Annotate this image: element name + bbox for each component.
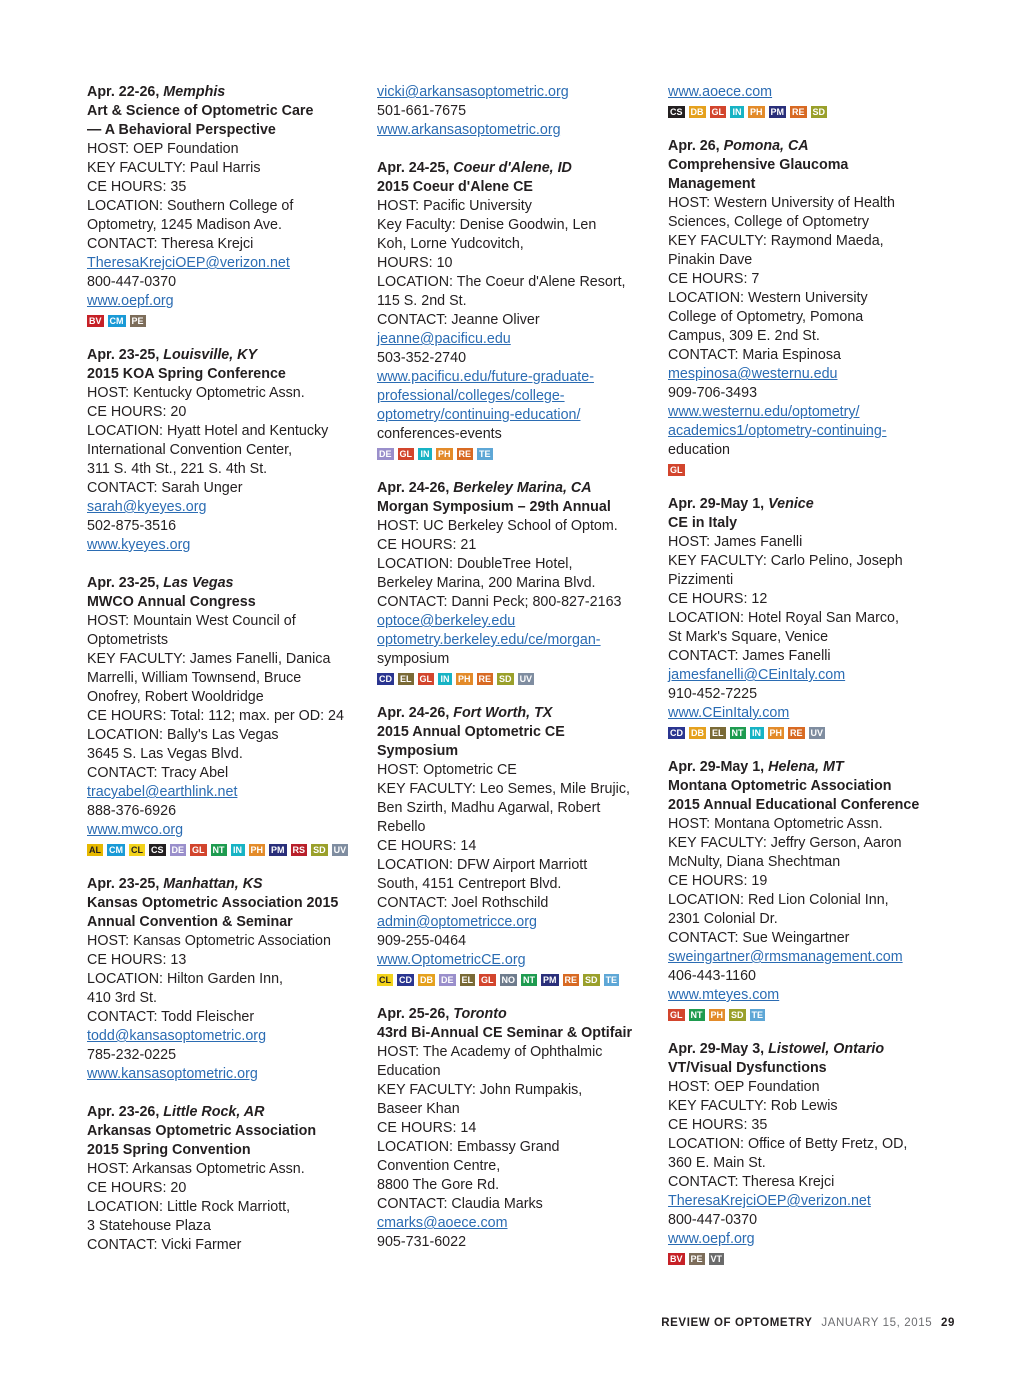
event-detail: Pizzimenti (668, 572, 734, 588)
category-tag-cl: CL (131, 845, 143, 855)
event-detail: International Convention Center, (87, 442, 293, 458)
event-detail: CONTACT: Jeanne Oliver (377, 312, 540, 328)
category-tag-re: RE (564, 975, 578, 985)
event-detail: CONTACT: Danni Peck; 800-827-2163 (377, 594, 622, 610)
category-tag-sd: SD (812, 107, 826, 117)
category-tag-pm: PM (543, 975, 557, 985)
event-detail: CE HOURS: 12 (668, 591, 768, 607)
category-tags (668, 106, 943, 118)
category-tag-al: AL (89, 845, 101, 855)
event-city: Coeur d'Alene, ID (453, 160, 572, 176)
event-detail: 311 S. 4th St., 221 S. 4th St. (87, 461, 268, 477)
event-title: Comprehensive Glaucoma (668, 157, 849, 173)
category-tag-nt: NT (212, 845, 225, 855)
event-detail: CE HOURS: 20 (87, 1180, 187, 1196)
contact-link[interactable]: www.oepf.org (668, 1231, 755, 1247)
category-tag-sd: SD (585, 975, 598, 985)
event-detail: HOST: OEP Foundation (668, 1079, 820, 1095)
issue-date: JANUARY 15, 2015 (821, 1317, 933, 1329)
category-tag-db: DB (420, 975, 433, 985)
contact-link[interactable]: TheresaKrejciOEP@verizon.net (668, 1193, 871, 1209)
event-listing (87, 875, 367, 1084)
event-listing (668, 1040, 948, 1265)
category-tag-db: DB (691, 728, 704, 738)
category-tag-te: TE (605, 975, 618, 985)
event-listing (377, 83, 652, 140)
event-date: Apr. 23-25, (87, 876, 164, 892)
contact-phone: 905-731-6022 (377, 1234, 467, 1250)
event-detail: CE HOURS: 20 (87, 404, 187, 420)
contact-link[interactable]: www.oepf.org (87, 293, 174, 309)
category-tag-gl: GL (399, 449, 413, 459)
contact-phone: 406-443-1160 (668, 968, 756, 984)
event-detail: KEY FACULTY: Rob Lewis (668, 1098, 838, 1114)
event-detail: CE HOURS: 35 (668, 1117, 768, 1133)
category-tags (668, 464, 943, 476)
event-city: Little Rock, AR (163, 1104, 265, 1120)
event-detail: CONTACT: Vicki Farmer (87, 1237, 242, 1253)
contact-link[interactable]: sarah@kyeyes.org (87, 499, 207, 515)
category-tags (668, 1009, 943, 1021)
category-tag-in: IN (418, 448, 432, 460)
event-date-location (668, 495, 948, 514)
event-listing (377, 1005, 652, 1252)
event-city: Las Vegas (163, 575, 234, 591)
event-detail: KEY FACULTY: James Fanelli, Danica (87, 651, 331, 667)
event-listing (377, 704, 652, 986)
listing-column-2 (377, 83, 652, 1271)
category-tag-nt: NT (731, 728, 744, 738)
category-tag-ph: PH (750, 107, 763, 117)
event-listing (668, 137, 948, 476)
event-title: Kansas Optometric Association 2015 (87, 895, 339, 911)
event-detail: CONTACT: Claudia Marks (377, 1196, 543, 1212)
event-date-location (668, 1040, 948, 1059)
category-tag-bv: BV (670, 1254, 683, 1264)
event-detail: St Mark's Square, Venice (668, 629, 829, 645)
category-tag-gl: GL (670, 1010, 683, 1020)
event-detail: Onofrey, Robert Wooldridge (87, 689, 264, 705)
event-detail: KEY FACULTY: Carlo Pelino, Joseph (668, 553, 903, 569)
event-detail: Pinakin Dave (668, 252, 753, 268)
event-detail: KEY FACULTY: Paul Harris (87, 160, 261, 176)
event-detail: LOCATION: Red Lion Colonial Inn, (668, 892, 889, 908)
category-tag-nt: NT (690, 1010, 703, 1020)
event-listing (668, 495, 948, 739)
contact-link[interactable]: academics1/optometry-continuing- (668, 423, 887, 439)
event-detail: LOCATION: Western University (668, 290, 868, 306)
event-city: Venice (768, 496, 814, 512)
event-detail: LOCATION: Bally's Las Vegas (87, 727, 279, 743)
category-tag-de: DE (379, 449, 392, 459)
contact-link[interactable]: www.kyeyes.org (87, 537, 191, 553)
category-tag-gl: GL (481, 975, 494, 985)
category-tag-re: RE (458, 449, 472, 459)
event-detail: Rebello (377, 819, 426, 835)
category-tag-no: NO (501, 975, 516, 985)
event-detail: Berkeley Marina, 200 Marina Blvd. (377, 575, 596, 591)
contact-phone: 800-447-0370 (87, 274, 177, 290)
contact-link[interactable]: vicki@arkansasoptometric.org (377, 84, 569, 100)
contact-link[interactable]: jamesfanelli@CEinItaly.com (668, 667, 846, 683)
category-tag-sd: SD (731, 1010, 744, 1020)
event-detail: 3 Statehouse Plaza (87, 1218, 211, 1234)
contact-phone: 910-452-7225 (668, 686, 758, 702)
event-title: Symposium (377, 743, 459, 759)
event-listing (377, 159, 652, 460)
category-tags (377, 448, 652, 460)
event-title: 2015 KOA Spring Conference (87, 366, 286, 382)
contact-link[interactable]: www.OptometricCE.org (377, 952, 526, 968)
event-detail: HOST: Montana Optometric Assn. (668, 816, 883, 832)
event-title: MWCO Annual Congress (87, 594, 256, 610)
event-detail: HOST: Western University of Health (668, 195, 895, 211)
contact-phone: 501-661-7675 (377, 103, 467, 119)
category-tag-re: RE (790, 728, 803, 738)
event-detail: CONTACT: Sue Weingartner (668, 930, 850, 946)
event-city: Manhattan, KS (163, 876, 263, 892)
contact-phone: education (668, 442, 731, 458)
event-date: Apr. 26, (668, 138, 724, 154)
category-tag-nt: NT (523, 975, 536, 985)
category-tags (87, 844, 362, 856)
category-tag-sd: SD (499, 674, 512, 684)
category-tag-gl: GL (670, 465, 683, 475)
event-detail: South, 4151 Centreport Blvd. (377, 876, 562, 892)
event-listing (87, 1103, 367, 1255)
category-tag-rs: RS (292, 845, 306, 855)
event-detail: CE HOURS: Total: 112; max. per OD: 24 (87, 708, 344, 724)
event-date: Apr. 22-26, (87, 84, 164, 100)
event-listing (668, 758, 948, 1021)
contact-link[interactable]: professional/colleges/college- (377, 388, 565, 404)
event-city: Listowel, Ontario (768, 1041, 885, 1057)
event-date: Apr. 23-25, (87, 347, 164, 363)
event-title: 2015 Spring Convention (87, 1142, 251, 1158)
event-detail: Campus, 309 E. 2nd St. (668, 328, 820, 344)
event-detail: KEY FACULTY: Jeffry Gerson, Aaron (668, 835, 902, 851)
category-tag-te: TE (479, 449, 491, 459)
event-detail: 115 S. 2nd St. (377, 293, 467, 309)
event-listing (87, 83, 367, 327)
category-tag-uv: UV (333, 845, 347, 855)
contact-phone: symposium (377, 651, 450, 667)
event-detail: CE HOURS: 7 (668, 271, 760, 287)
category-tags (668, 1253, 943, 1265)
event-detail: CE HOURS: 35 (87, 179, 187, 195)
event-date: Apr. 24-26, (377, 480, 454, 496)
category-tag-el: EL (461, 975, 474, 985)
contact-phone: 785-232-0225 (87, 1047, 177, 1063)
event-title: VT/Visual Dysfunctions (668, 1060, 827, 1076)
category-tag-in: IN (438, 673, 452, 685)
contact-link[interactable]: www.aoece.com (668, 84, 773, 100)
event-detail: 8800 The Gore Rd. (377, 1177, 500, 1193)
page-footer (661, 1317, 955, 1329)
event-detail: Sciences, College of Optometry (668, 214, 870, 230)
category-tag-re: RE (478, 674, 492, 684)
category-tag-de: DE (171, 845, 185, 855)
category-tag-uv: UV (810, 728, 824, 738)
event-detail: LOCATION: Embassy Grand (377, 1139, 560, 1155)
event-date-location (87, 1103, 367, 1122)
event-detail: 410 3rd St. (87, 990, 157, 1006)
category-tag-ph: PH (458, 674, 471, 684)
event-detail: HOST: The Academy of Ophthalmic (377, 1044, 603, 1060)
event-detail: 3645 S. Las Vegas Blvd. (87, 746, 243, 762)
event-date: Apr. 24-25, (377, 160, 454, 176)
contact-link[interactable]: sweingartner@rmsmanagement.com (668, 949, 903, 965)
contact-phone: 502-875-3516 (87, 518, 177, 534)
contact-phone: 909-255-0464 (377, 933, 467, 949)
category-tags (377, 673, 652, 685)
event-detail: HOST: Optometric CE (377, 762, 517, 778)
contact-link[interactable]: optometry.berkeley.edu/ce/morgan- (377, 632, 601, 648)
category-tag-cm: CM (109, 845, 123, 855)
event-detail: HOURS: 10 (377, 255, 453, 271)
contact-link[interactable]: TheresaKrejciOEP@verizon.net (87, 255, 290, 271)
event-detail: HOST: James Fanelli (668, 534, 803, 550)
category-tag-el: EL (400, 674, 412, 684)
contact-link[interactable]: admin@optometricce.org (377, 914, 537, 930)
event-detail: CONTACT: Maria Espinosa (668, 347, 841, 363)
event-detail: 360 E. Main St. (668, 1155, 766, 1171)
event-title: Montana Optometric Association (668, 778, 892, 794)
event-detail: Ben Szirth, Madhu Agarwal, Robert (377, 800, 601, 816)
event-title: 43rd Bi-Annual CE Seminar & Optifair (377, 1025, 633, 1041)
event-title: CE in Italy (668, 515, 738, 531)
event-listing (668, 83, 948, 118)
event-detail: CONTACT: James Fanelli (668, 648, 831, 664)
event-detail: CONTACT: Theresa Krejci (668, 1174, 835, 1190)
contact-link[interactable]: www.kansasoptometric.org (87, 1066, 258, 1082)
category-tag-cd: CD (399, 975, 412, 985)
event-date: Apr. 24-26, (377, 705, 454, 721)
event-detail: HOST: Kentucky Optometric Assn. (87, 385, 305, 401)
event-city: Memphis (163, 84, 226, 100)
event-detail: HOST: Arkansas Optometric Assn. (87, 1161, 305, 1177)
category-tag-in: IN (750, 727, 764, 739)
event-detail: CE HOURS: 19 (668, 873, 768, 889)
category-tag-in: IN (730, 106, 744, 118)
contact-link[interactable]: jeanne@pacificu.edu (377, 331, 511, 347)
category-tag-pe: PE (131, 316, 144, 326)
event-title: Management (668, 176, 756, 192)
category-tag-gl: GL (711, 107, 725, 117)
contact-link[interactable]: optoce@berkeley.edu (377, 613, 516, 629)
category-tags (377, 974, 652, 986)
event-detail: LOCATION: The Coeur d'Alene Resort, (377, 274, 626, 290)
category-tag-uv: UV (519, 674, 533, 684)
event-detail: 2301 Colonial Dr. (668, 911, 778, 927)
event-detail: CE HOURS: 21 (377, 537, 477, 553)
event-detail: HOST: UC Berkeley School of Optom. (377, 518, 618, 534)
event-detail: CONTACT: Tracy Abel (87, 765, 229, 781)
event-detail: CE HOURS: 14 (377, 838, 477, 854)
event-detail: Marrelli, William Townsend, Bruce (87, 670, 302, 686)
event-city: Fort Worth, TX (453, 705, 553, 721)
category-tag-vt: VT (710, 1254, 723, 1264)
category-tag-re: RE (792, 107, 805, 117)
event-detail: Education (377, 1063, 441, 1079)
contact-link[interactable]: www.westernu.edu/optometry/ (668, 404, 860, 420)
category-tag-pm: PM (271, 845, 285, 855)
event-detail: College of Optometry, Pomona (668, 309, 864, 325)
category-tag-cl: CL (379, 975, 391, 985)
listing-column-1 (87, 83, 367, 1274)
event-date-location (377, 1005, 652, 1024)
event-detail: HOST: Kansas Optometric Association (87, 933, 331, 949)
event-detail: Key Faculty: Denise Goodwin, Len (377, 217, 597, 233)
event-detail: LOCATION: Office of Betty Fretz, OD, (668, 1136, 908, 1152)
page-number: 29 (941, 1317, 955, 1329)
category-tags (87, 315, 362, 327)
event-city: Toronto (453, 1006, 507, 1022)
event-title: Morgan Symposium – 29th Annual (377, 499, 611, 515)
category-tag-gl: GL (419, 674, 433, 684)
event-title: 2015 Annual Educational Conference (668, 797, 920, 813)
contact-phone: 909-706-3493 (668, 385, 758, 401)
event-detail: LOCATION: Hilton Garden Inn, (87, 971, 283, 987)
event-detail: CE HOURS: 14 (377, 1120, 477, 1136)
event-city: Helena, MT (768, 759, 844, 775)
event-detail: KEY FACULTY: John Rumpakis, (377, 1082, 583, 1098)
event-date-location (668, 758, 948, 777)
category-tag-el: EL (712, 728, 724, 738)
event-date: Apr. 29-May 1, (668, 759, 769, 775)
event-detail: CONTACT: Joel Rothschild (377, 895, 549, 911)
event-title: 2015 Annual Optometric CE (377, 724, 565, 740)
category-tag-pe: PE (690, 1254, 703, 1264)
event-title: — A Behavioral Perspective (87, 122, 276, 138)
contact-link[interactable]: www.mwco.org (87, 822, 184, 838)
event-detail: Baseer Khan (377, 1101, 460, 1117)
contact-phone: 800-447-0370 (668, 1212, 758, 1228)
publication-name: REVIEW OF OPTOMETRY (661, 1317, 813, 1329)
event-date: Apr. 23-26, (87, 1104, 164, 1120)
category-tag-te: TE (751, 1010, 764, 1020)
event-detail: LOCATION: Southern College of (87, 198, 294, 214)
category-tag-cs: CS (670, 107, 683, 117)
category-tag-ph: PH (710, 1010, 724, 1020)
event-date: Apr. 29-May 3, (668, 1041, 769, 1057)
event-title: Art & Science of Optometric Care (87, 103, 314, 119)
event-detail: LOCATION: DFW Airport Marriott (377, 857, 588, 873)
contact-phone: conferences-events (377, 426, 502, 442)
contact-link[interactable]: www.CEinItaly.com (668, 705, 790, 721)
event-detail: HOST: OEP Foundation (87, 141, 239, 157)
event-detail: CONTACT: Sarah Unger (87, 480, 243, 496)
contact-phone: 503-352-2740 (377, 350, 467, 366)
category-tags (668, 727, 943, 739)
contact-link[interactable]: optometry/continuing-education/ (377, 407, 581, 423)
category-tag-cm: CM (109, 316, 124, 326)
event-detail: Optometrists (87, 632, 169, 648)
category-tag-ph: PH (250, 845, 264, 855)
event-detail: LOCATION: Hotel Royal San Marco, (668, 610, 899, 626)
event-city: Berkeley Marina, CA (453, 480, 592, 496)
event-city: Louisville, KY (163, 347, 258, 363)
event-date-location (87, 574, 367, 593)
contact-phone: 888-376-6926 (87, 803, 177, 819)
category-tag-db: DB (690, 107, 704, 117)
event-listing (87, 346, 367, 555)
event-title: 2015 Coeur d'Alene CE (377, 179, 533, 195)
event-listing (87, 574, 367, 856)
category-tag-cs: CS (151, 845, 164, 855)
contact-link[interactable]: tracyabel@earthlink.net (87, 784, 238, 800)
event-date-location (377, 704, 652, 723)
event-title: Annual Convention & Seminar (87, 914, 293, 930)
event-date-location (87, 875, 367, 894)
event-date-location (377, 159, 652, 178)
event-detail: HOST: Pacific University (377, 198, 532, 214)
event-date: Apr. 23-25, (87, 575, 164, 591)
event-detail: CE HOURS: 13 (87, 952, 187, 968)
event-title: Arkansas Optometric Association (87, 1123, 317, 1139)
category-tag-sd: SD (313, 845, 326, 855)
event-detail: LOCATION: Hyatt Hotel and Kentucky (87, 423, 329, 439)
category-tag-ph: PH (438, 449, 451, 459)
event-detail: HOST: Mountain West Council of (87, 613, 296, 629)
event-city: Pomona, CA (723, 138, 809, 154)
event-detail: KEY FACULTY: Leo Semes, Mile Brujic, (377, 781, 630, 797)
event-detail: Optometry, 1245 Madison Ave. (87, 217, 282, 233)
event-detail: Convention Centre, (377, 1158, 501, 1174)
category-tag-gl: GL (192, 845, 205, 855)
category-tag-bv: BV (89, 316, 102, 326)
contact-link[interactable]: www.mteyes.com (668, 987, 780, 1003)
contact-link[interactable]: cmarks@aoece.com (377, 1215, 508, 1231)
event-detail: LOCATION: Little Rock Marriott, (87, 1199, 291, 1215)
category-tag-de: DE (441, 975, 454, 985)
event-detail: Koh, Lorne Yudcovitch, (377, 236, 524, 252)
event-date: Apr. 29-May 1, (668, 496, 769, 512)
category-tag-pm: PM (770, 107, 785, 117)
event-listing (377, 479, 652, 685)
event-date-location (87, 83, 367, 102)
category-tag-cd: CD (670, 728, 683, 738)
category-tag-cd: CD (379, 674, 392, 684)
event-detail: CONTACT: Todd Fleischer (87, 1009, 255, 1025)
event-detail: KEY FACULTY: Raymond Maeda, (668, 233, 884, 249)
contact-link[interactable]: www.arkansasoptometric.org (377, 122, 561, 138)
listing-column-3 (668, 83, 948, 1284)
event-date-location (668, 137, 948, 156)
category-tag-in: IN (231, 844, 245, 856)
contact-link[interactable]: todd@kansasoptometric.org (87, 1028, 267, 1044)
category-tag-ph: PH (769, 728, 783, 738)
event-date: Apr. 25-26, (377, 1006, 454, 1022)
event-detail: LOCATION: DoubleTree Hotel, (377, 556, 573, 572)
contact-link[interactable]: www.pacificu.edu/future-graduate- (377, 369, 594, 385)
event-date-location (377, 479, 652, 498)
event-detail: CONTACT: Theresa Krejci (87, 236, 254, 252)
event-date-location (87, 346, 367, 365)
contact-link[interactable]: mespinosa@westernu.edu (668, 366, 838, 382)
event-detail: McNulty, Diana Shechtman (668, 854, 841, 870)
